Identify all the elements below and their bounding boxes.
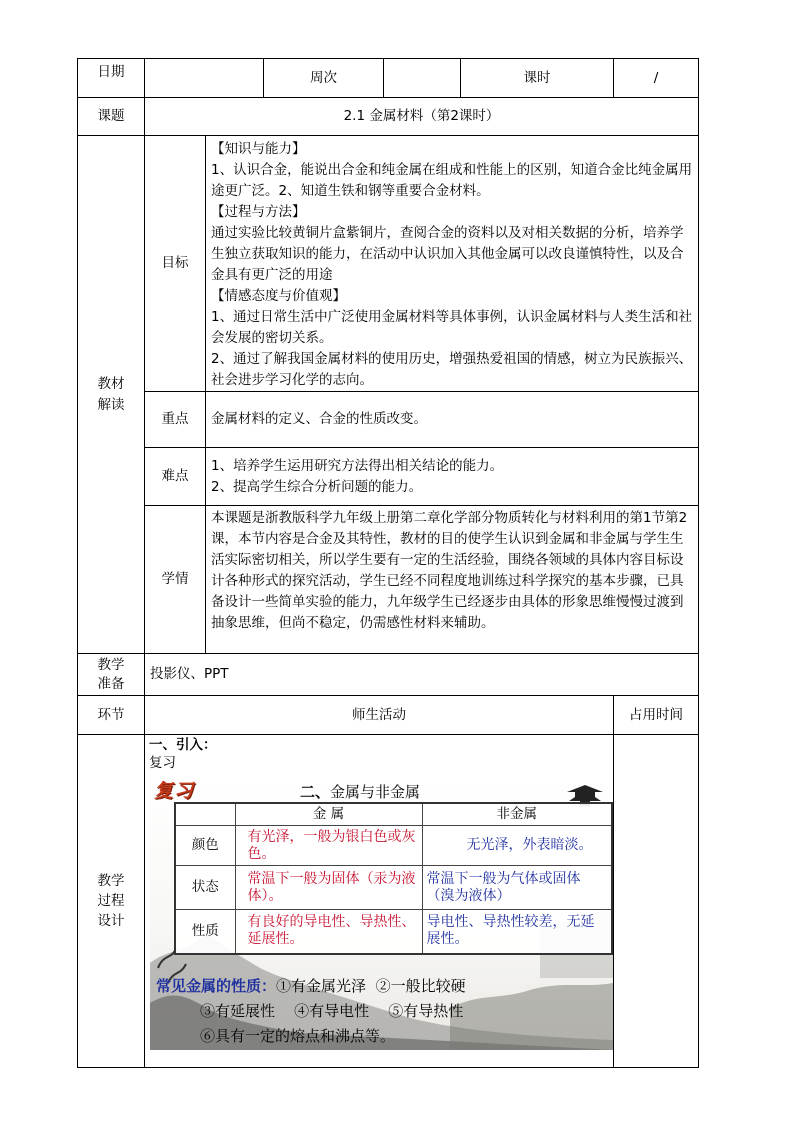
property-item: ⑤有导热性	[388, 1002, 464, 1020]
slide-title-num: 二、	[300, 783, 331, 801]
slide-title	[300, 782, 420, 803]
metal-properties	[156, 974, 466, 1049]
goals-line: 【情感态度与价值观】	[211, 288, 346, 304]
comparison-row	[175, 866, 612, 910]
goals-row	[78, 136, 699, 392]
key-points-row	[78, 392, 699, 448]
prep-value: 投影仪、PPT	[145, 654, 699, 696]
property-item: ⑥具有一定的熔点和沸点等。	[200, 1027, 396, 1045]
goals-line: 2、通过了解我国金属材料的使用历史，增强热爱祖国的情感，树立为民族振兴、社会进步学习化学的志向。	[211, 351, 693, 388]
row-label: 性质	[175, 910, 235, 954]
metal-cell: 有光泽，一般为银白色或灰色。	[235, 826, 422, 866]
nonmetal-cell: 常温下一般为气体或固体（溴为液体）	[422, 866, 612, 910]
metal-nonmetal-table	[174, 802, 613, 955]
difficulty-line: 1、培养学生运用研究方法得出相关结论的能力。	[211, 457, 504, 474]
goals-label: 目标	[145, 136, 206, 392]
goals-line: 1、认识合金，能说出合金和纯金属在组成和性能上的区别，知道合金比纯金属用途更广泛。2、知道生铁和钢等重要合金材料。	[211, 162, 693, 199]
difficulties-row	[78, 448, 699, 506]
row-label: 颜色	[175, 826, 235, 866]
slide-tag: 复习	[154, 780, 195, 802]
goals-line: 1、通过日常生活中广泛使用金属材料等具体事例，认识金属材料与人类生活和社会发展的密切关系。	[211, 309, 693, 346]
activity-header: 师生活动	[145, 696, 614, 735]
property-item: ④有导电性	[294, 1002, 370, 1020]
slide-title-text: 金属与非金属	[330, 783, 421, 801]
period-label: 课时	[461, 59, 614, 98]
date-value	[145, 59, 264, 98]
difficulties-label: 难点	[145, 448, 206, 506]
week-label: 周次	[264, 59, 384, 98]
review-slide-image	[150, 778, 613, 1050]
key-points-label: 重点	[145, 392, 206, 448]
process-row	[78, 735, 699, 1068]
lesson-plan-table	[77, 58, 699, 1068]
goals-content	[206, 136, 699, 392]
columns-row	[78, 696, 699, 735]
topic-value: 2.1 金属材料（第2课时）	[145, 98, 699, 136]
comparison-row	[175, 826, 612, 866]
prep-row	[78, 654, 699, 696]
properties-line	[156, 999, 466, 1024]
week-value	[384, 59, 461, 98]
process-sub: 复习	[149, 755, 176, 771]
prep-label: 教学准备	[78, 654, 145, 696]
goals-line: 通过实验比较黄铜片盒紫铜片，查阅合金的资料以及对相关数据的分析，培养学生独立获取知识的能力，在活动中认识加入其他金属可以改良谨慎特性，以及合金具有更广泛的用途	[211, 225, 684, 283]
nonmetal-cell: 无光泽，外表暗淡。	[422, 826, 612, 866]
date-label: 日期	[78, 59, 145, 98]
property-item: ②一般比较硬	[375, 977, 466, 995]
header-row	[78, 59, 699, 98]
properties-line	[156, 974, 466, 999]
time-header: 占用时间	[614, 696, 699, 735]
key-points-text: 金属材料的定义、合金的性质改变。	[206, 392, 699, 448]
comparison-header-row	[175, 803, 612, 826]
metal-cell: 有良好的导电性、导热性、延展性。	[235, 910, 422, 954]
properties-line	[156, 1024, 466, 1049]
period-value: /	[614, 59, 699, 98]
process-content	[145, 735, 614, 1068]
metal-header: 金 属	[235, 803, 422, 826]
students-row	[78, 506, 699, 654]
metal-cell: 常温下一般为固体（汞为液体）。	[235, 866, 422, 910]
stage-header: 环节	[78, 696, 145, 735]
nonmetal-cell: 导电性、导热性较差，无延展性。	[422, 910, 612, 954]
property-item: ③有延展性	[200, 1002, 276, 1020]
topic-row	[78, 98, 699, 136]
process-heading: 一、引入：	[149, 737, 217, 753]
goals-line: 【知识与能力】	[211, 141, 306, 157]
students-text: 本课题是浙教版科学九年级上册第二章化学部分物质转化与材料利用的第1节第2课，本节内容是合金及其特性，教材的目的使学生认识到金属和非金属与学生生活实际密切相关，所以学生要有一定的生活经验，围绕各领域的具体内容目标设计各种形式的探究活动，学生已经不同程度地训练过科学探究的基本步骤，已具备设计一些简单实验的能力，九年级学生已经逐步由具体的形象思维慢慢过渡到抽象思维，但尚不稳定，仍需感性材料来辅助。	[206, 506, 699, 654]
students-label: 学情	[145, 506, 206, 654]
nonmetal-header: 非金属	[422, 803, 612, 826]
process-time	[614, 735, 699, 1068]
difficulties-content	[206, 448, 699, 506]
process-label: 教学过程设计	[78, 735, 145, 1068]
analysis-label: 教材解读	[78, 136, 145, 654]
property-item: ①有金属光泽	[276, 977, 367, 995]
difficulty-line: 2、提高学生综合分析问题的能力。	[211, 478, 423, 495]
properties-title: 常见金属的性质：	[156, 977, 277, 995]
goals-line: 【过程与方法】	[211, 204, 306, 220]
blank-header-cell	[175, 803, 235, 826]
topic-label: 课题	[78, 98, 145, 136]
comparison-row	[175, 910, 612, 954]
row-label: 状态	[175, 866, 235, 910]
